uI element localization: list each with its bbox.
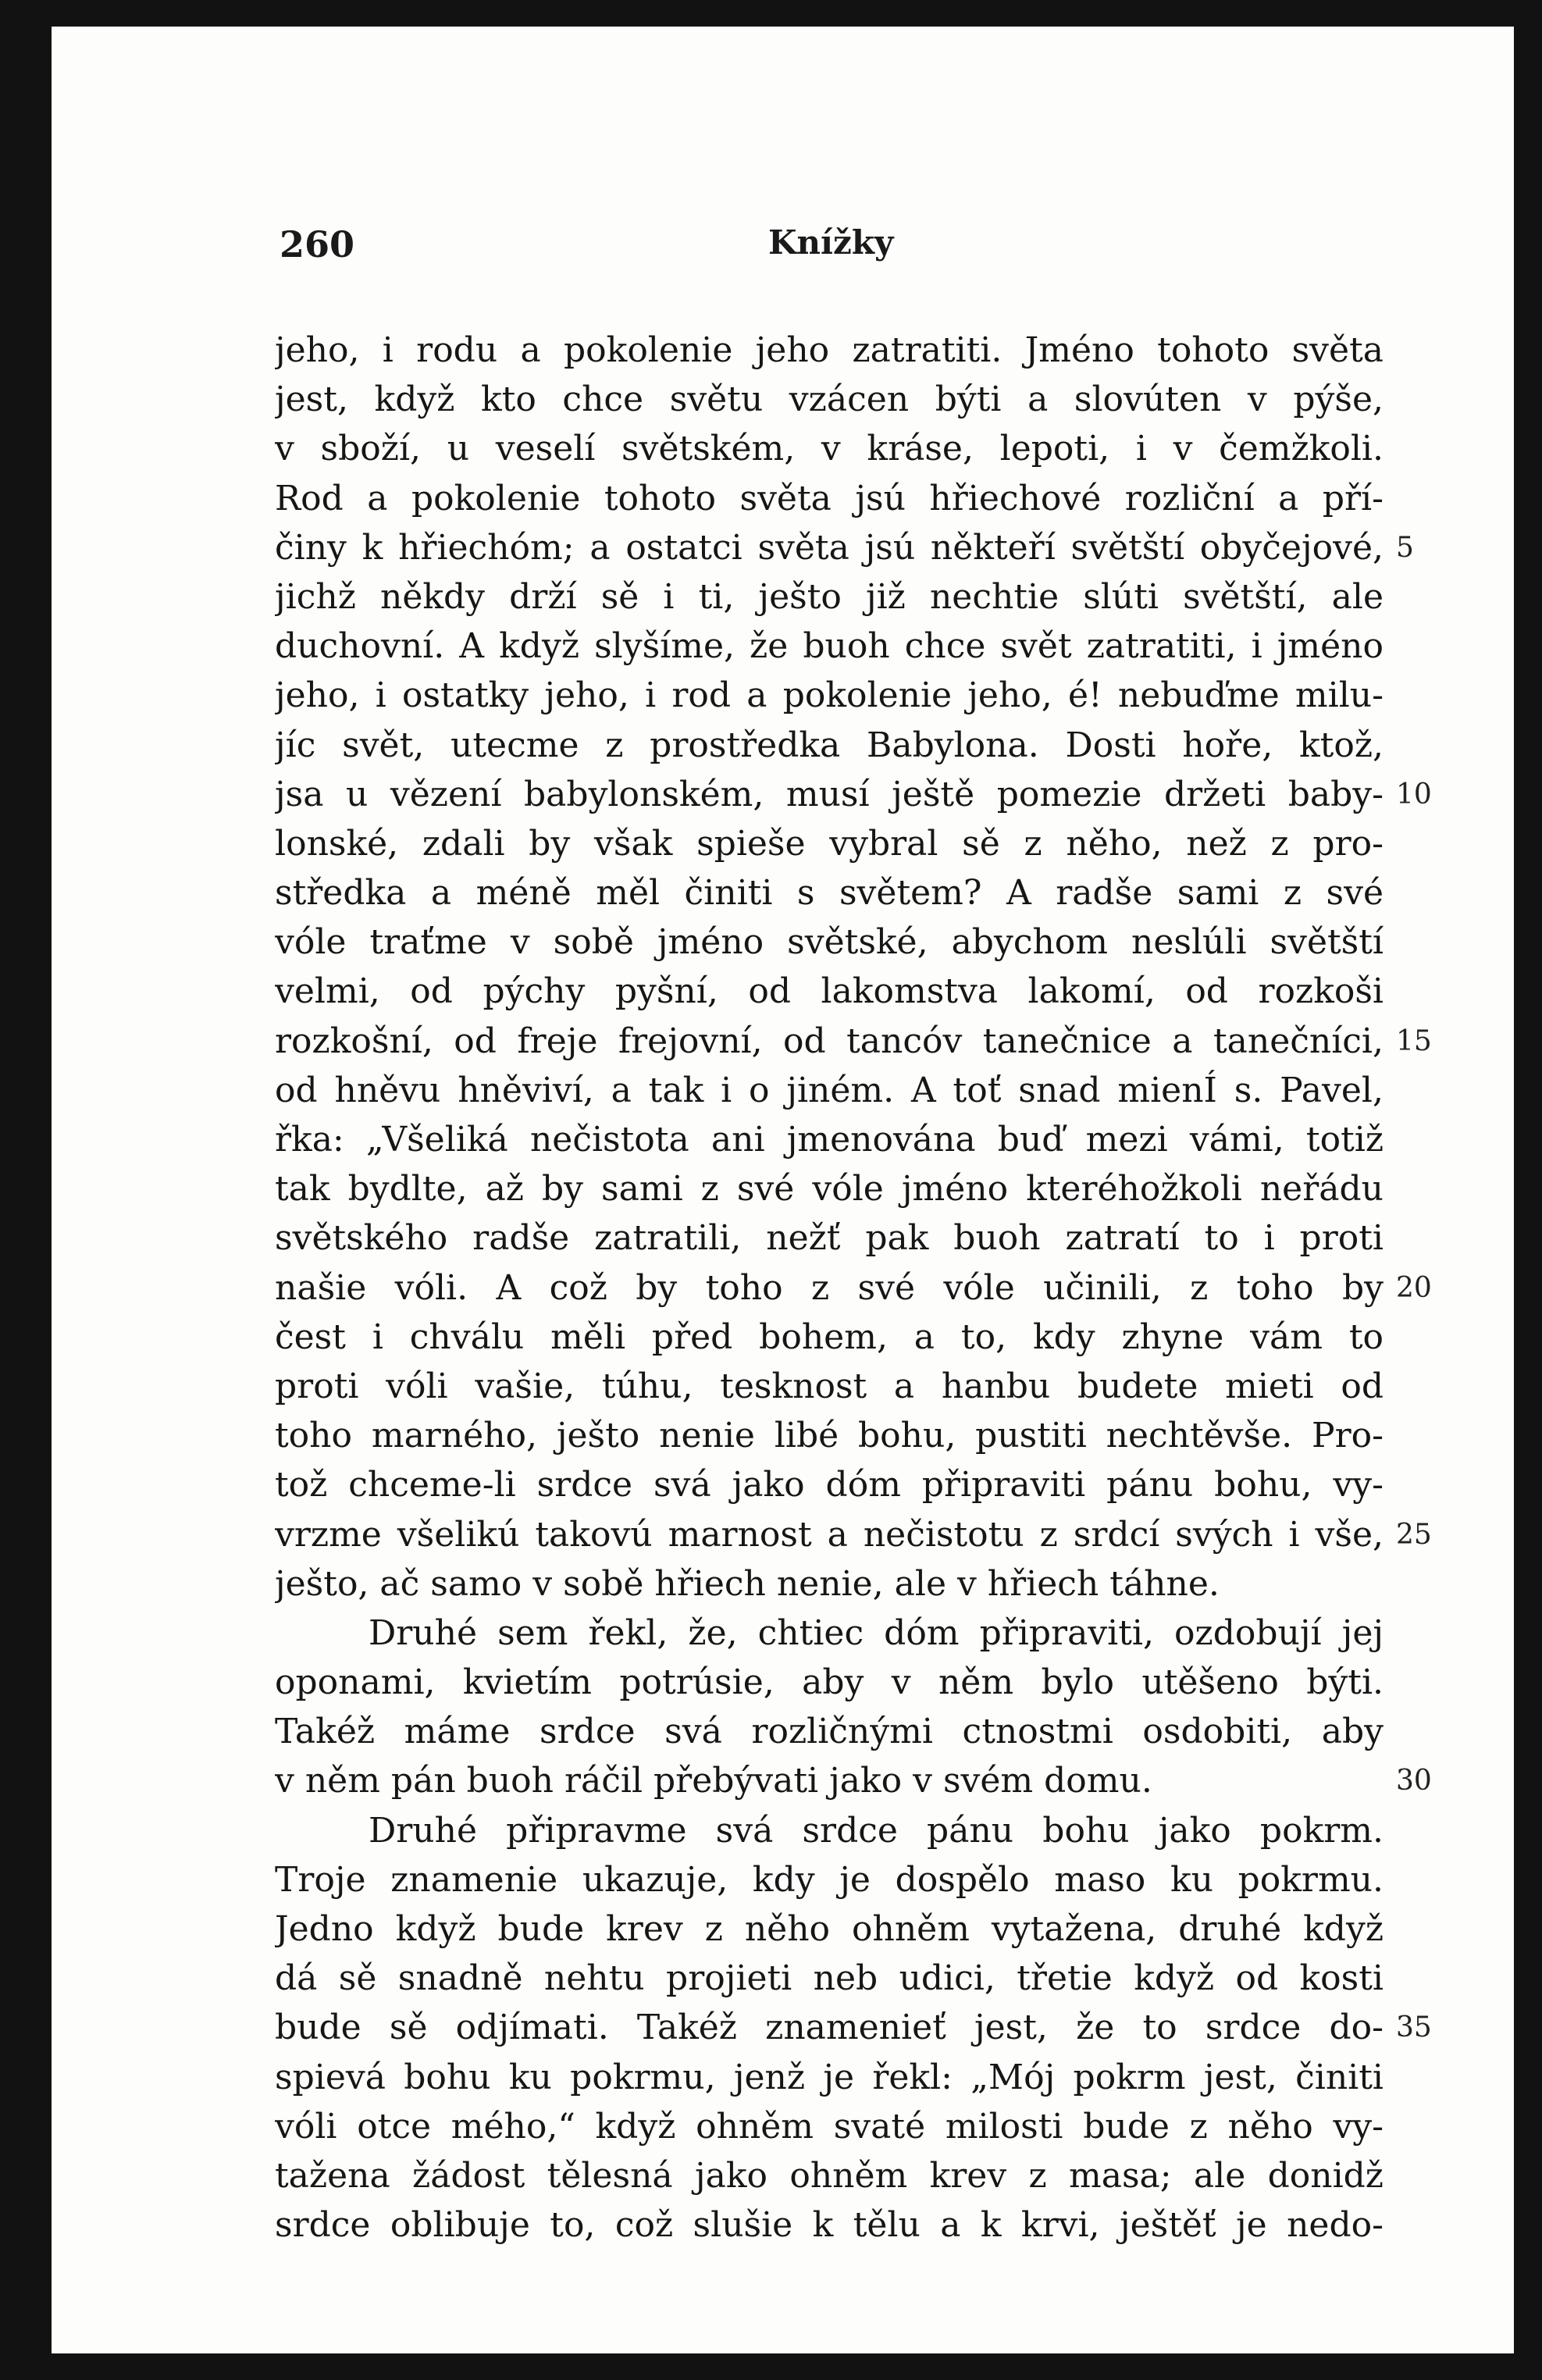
line-number: 15	[1396, 1024, 1432, 1057]
text-line	[275, 967, 1384, 1016]
text-line	[275, 1460, 1384, 1509]
line-text: světského radše zatratili, nežť pak buoh zatratí to i proti	[275, 1218, 1384, 1259]
line-text: jíc svět, utecme z prostředka Babylona. Dosti hoře, ktož,	[275, 725, 1384, 765]
line-text: toho marného, ješto nenie libé bohu, pustiti nechtěvše. Pro-	[275, 1416, 1384, 1456]
text-line	[275, 1954, 1384, 2003]
text-line	[275, 917, 1384, 967]
line-text: Druhé připravme svá srdce pánu bohu jako pokrm.	[369, 1810, 1384, 1851]
text-line	[275, 1213, 1384, 1263]
line-text: tož chceme-li srdce svá jako dóm připraviti pánu bohu, vy-	[275, 1465, 1384, 1505]
line-text: vóle traťme v sobě jméno světské, abychom neslúli světští	[275, 922, 1384, 963]
line-text: spievá bohu ku pokrmu, jenž je řekl: „Mój pokrm jest, činiti	[275, 2057, 1384, 2097]
text-line	[275, 375, 1384, 424]
line-text: jsa u vězení babylonském, musí ještě pomezie držeti baby-	[275, 774, 1384, 814]
line-text: jichž někdy drží sě i ti, ješto již nechtie slúti světští, ale	[275, 576, 1384, 617]
line-text: jeho, i rodu a pokolenie jeho zatratiti. Jméno tohoto světa	[275, 330, 1384, 370]
text-line	[275, 671, 1384, 720]
text-line	[275, 2003, 1432, 2052]
text-line	[275, 1115, 1384, 1164]
page-number: 260	[280, 223, 355, 265]
line-text: jest, když kto chce světu vzácen býti a slovúten v pýše,	[275, 379, 1384, 420]
line-number: 20	[1396, 1271, 1432, 1304]
text-line	[275, 2102, 1384, 2151]
book-page	[52, 27, 1514, 2353]
text-line	[275, 2200, 1384, 2250]
running-title: Knížky	[768, 223, 894, 262]
text-line	[275, 1658, 1384, 1707]
text-line	[275, 474, 1384, 523]
line-text: ješto, ač samo v sobě hřiech nenie, ale v hřiech táhne.	[275, 1563, 1220, 1604]
line-text: v něm pán buoh ráčil přebývati jako v svém domu.	[275, 1761, 1152, 1801]
text-line	[275, 819, 1384, 868]
text-line	[275, 1855, 1384, 1904]
line-number: 10	[1396, 778, 1432, 811]
text-line	[275, 326, 1384, 375]
line-text: činy k hřiechóm; a ostatci světa jsú někteří světští obyčejové,	[275, 527, 1384, 568]
line-text: duchovní. A když slyšíme, že buoh chce svět zatratiti, i jméno	[275, 626, 1384, 667]
line-text: lonské, zdali by však spieše vybral sě z něho, než z pro-	[275, 823, 1384, 864]
text-line	[275, 572, 1384, 622]
line-text: velmi, od pýchy pyšní, od lakomstva lakomí, od rozkoši	[275, 971, 1384, 1012]
line-text: rozkošní, od freje frejovní, od tancóv tanečnice a tanečníci,	[275, 1021, 1384, 1061]
line-text: dá sě snadně nehtu projieti neb udici, třetie když od kosti	[275, 1958, 1384, 1999]
line-text: řka: „Všeliká nečistota ani jmenována buď mezi vámi, totiž	[275, 1120, 1384, 1160]
line-text: jeho, i ostatky jeho, i rod a pokolenie jeho, é! nebuďme milu-	[275, 675, 1384, 716]
line-text: tak bydlte, až by sami z své vóle jméno kteréhožkoli neřádu	[275, 1169, 1384, 1210]
text-line	[275, 1707, 1384, 1756]
line-text: Troje znamenie ukazuje, kdy je dospělo maso ku pokrmu.	[275, 1859, 1384, 1900]
line-text: srdce oblibuje to, což slušie k tělu a k krvi, ještěť je nedo-	[275, 2205, 1384, 2246]
text-line	[275, 1609, 1384, 1658]
text-line	[275, 1510, 1432, 1559]
text-line	[275, 1411, 1384, 1460]
page-header	[52, 223, 1514, 278]
text-line	[275, 1559, 1384, 1609]
line-text: od hněvu hněviví, a tak i o jiném. A toť snad mienÍ s. Pavel,	[275, 1070, 1384, 1110]
line-number: 25	[1396, 1518, 1432, 1551]
text-line	[275, 770, 1432, 819]
text-line	[275, 622, 1384, 671]
text-line	[275, 1263, 1432, 1313]
line-text: našie vóli. A což by toho z své vóle učinili, z toho by	[275, 1267, 1384, 1308]
text-line	[275, 1017, 1432, 1066]
text-line	[275, 1313, 1384, 1362]
text-line	[275, 523, 1414, 572]
text-line	[275, 1066, 1384, 1115]
text-line	[275, 2053, 1384, 2102]
line-text: bude sě odjímati. Takéž znamenieť jest, že to srdce do-	[275, 2008, 1384, 2048]
line-text: v sboží, u veselí světském, v kráse, lepoti, i v čemžkoli.	[275, 429, 1384, 469]
line-number: 30	[1396, 1765, 1432, 1797]
line-text: tažena žádost tělesná jako ohněm krev z masa; ale donidž	[275, 2155, 1384, 2196]
line-text: proti vóli vašie, túhu, tesknost a hanbu budete mieti od	[275, 1366, 1384, 1406]
text-line	[275, 1362, 1384, 1411]
body-text	[275, 326, 1432, 2250]
text-line	[275, 2151, 1384, 2200]
text-line	[275, 1756, 1432, 1805]
line-text: Jedno když bude krev z něho ohněm vytažena, druhé když	[275, 1909, 1384, 1949]
line-number: 35	[1396, 2011, 1432, 2044]
line-text: Takéž máme srdce svá rozličnými ctnostmi osdobiti, aby	[275, 1712, 1384, 1752]
text-line	[275, 1904, 1384, 1954]
line-text: středka a méně měl činiti s světem? A radše sami z své	[275, 873, 1384, 914]
line-number: 5	[1396, 531, 1414, 564]
line-text: vóli otce mého,“ když ohněm svaté milosti bude z něho vy-	[275, 2106, 1384, 2147]
text-line	[275, 424, 1384, 473]
text-line	[275, 721, 1384, 770]
line-text: oponami, kvietím potrúsie, aby v něm bylo utěšeno býti.	[275, 1662, 1384, 1703]
line-text: Rod a pokolenie tohoto světa jsú hřiechové rozliční a pří-	[275, 478, 1384, 518]
line-text: čest i chválu měli před bohem, a to, kdy zhyne vám to	[275, 1316, 1384, 1357]
text-line	[275, 1806, 1384, 1855]
line-text: Druhé sem řekl, že, chtiec dóm připraviti, ozdobují jej	[369, 1612, 1384, 1653]
line-text: vrzme všelikú takovú marnost a nečistotu z srdcí svých i vše,	[275, 1514, 1384, 1555]
text-line	[275, 868, 1384, 917]
text-line	[275, 1164, 1384, 1213]
